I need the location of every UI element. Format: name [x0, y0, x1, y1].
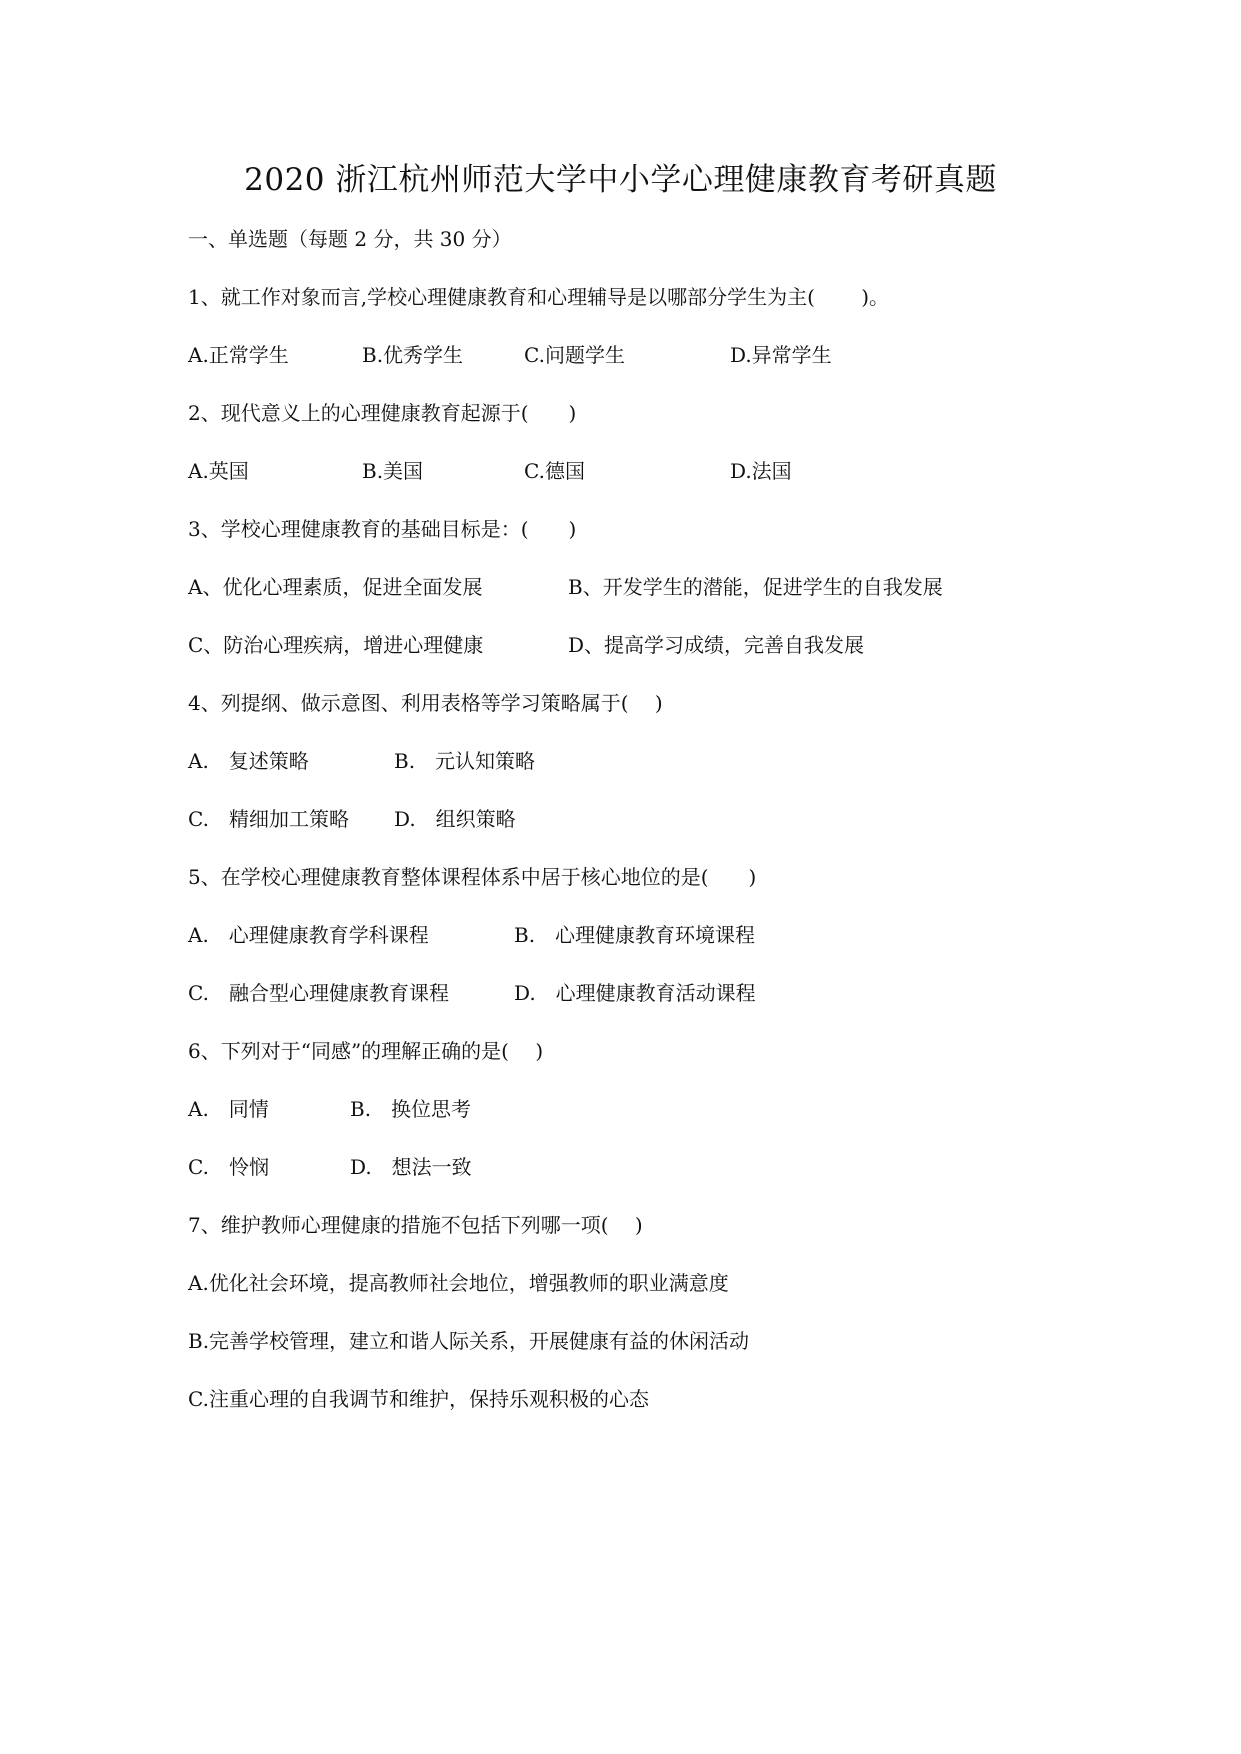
section-heading: 一、单选题（每题 2 分，共 30 分） [188, 227, 512, 251]
page-title: 2020 浙江杭州师范大学中小学心理健康教育考研真题 [244, 162, 997, 198]
question-7-option-a: A.优化社会环境，提高教师社会地位，增强教师的职业满意度 [188, 1271, 729, 1295]
question-1-stem: 1、就工作对象而言,学校心理健康教育和心理辅导是以哪部分学生为主( )。 [188, 285, 890, 309]
question-7-option-b: B.完善学校管理，建立和谐人际关系，开展健康有益的休闲活动 [188, 1329, 750, 1353]
question-2-option-a: A.英国 [188, 459, 249, 483]
question-5-option-a: A. 心理健康教育学科课程 [188, 923, 429, 947]
question-6-option-a: A. 同情 [188, 1097, 269, 1121]
question-4-stem: 4、列提纲、做示意图、利用表格等学习策略属于( ) [188, 691, 663, 715]
question-2-option-c: C.德国 [524, 459, 585, 483]
question-3-option-b: B、开发学生的潜能，促进学生的自我发展 [568, 575, 943, 599]
question-3-option-d: D、提高学习成绩，完善自我发展 [568, 633, 865, 657]
question-5-option-d: D. 心理健康教育活动课程 [514, 981, 756, 1005]
question-2-option-b: B.美国 [362, 459, 424, 483]
question-6-option-b: B. 换位思考 [350, 1097, 472, 1121]
question-4-option-b: B. 元认知策略 [394, 749, 536, 773]
question-6-stem: 6、下列对于“同感”的理解正确的是( ) [188, 1039, 544, 1063]
question-5-option-c: C. 融合型心理健康教育课程 [188, 981, 449, 1005]
question-6-option-c: C. 怜悯 [188, 1155, 269, 1179]
question-2-stem: 2、现代意义上的心理健康教育起源于( ) [188, 401, 577, 425]
question-3-option-c: C、防治心理疾病，增进心理健康 [188, 633, 484, 657]
question-4-option-a: A. 复述策略 [188, 749, 309, 773]
question-7-stem: 7、维护教师心理健康的措施不包括下列哪一项( ) [188, 1213, 643, 1237]
question-4-option-d: D. 组织策略 [394, 807, 516, 831]
question-5-option-b: B. 心理健康教育环境课程 [514, 923, 756, 947]
question-6-option-d: D. 想法一致 [350, 1155, 472, 1179]
question-5-stem: 5、在学校心理健康教育整体课程体系中居于核心地位的是( ) [188, 865, 757, 889]
question-3-option-a: A、优化心理素质，促进全面发展 [188, 575, 483, 599]
question-7-option-c: C.注重心理的自我调节和维护，保持乐观积极的心态 [188, 1387, 649, 1411]
question-1-option-b: B.优秀学生 [362, 343, 464, 367]
question-4-option-c: C. 精细加工策略 [188, 807, 349, 831]
question-2-option-d: D.法国 [730, 459, 792, 483]
question-1-option-a: A.正常学生 [188, 343, 289, 367]
question-3-stem: 3、学校心理健康教育的基础目标是：( ) [188, 517, 577, 541]
question-1-option-d: D.异常学生 [730, 343, 832, 367]
question-1-option-c: C.问题学生 [524, 343, 625, 367]
